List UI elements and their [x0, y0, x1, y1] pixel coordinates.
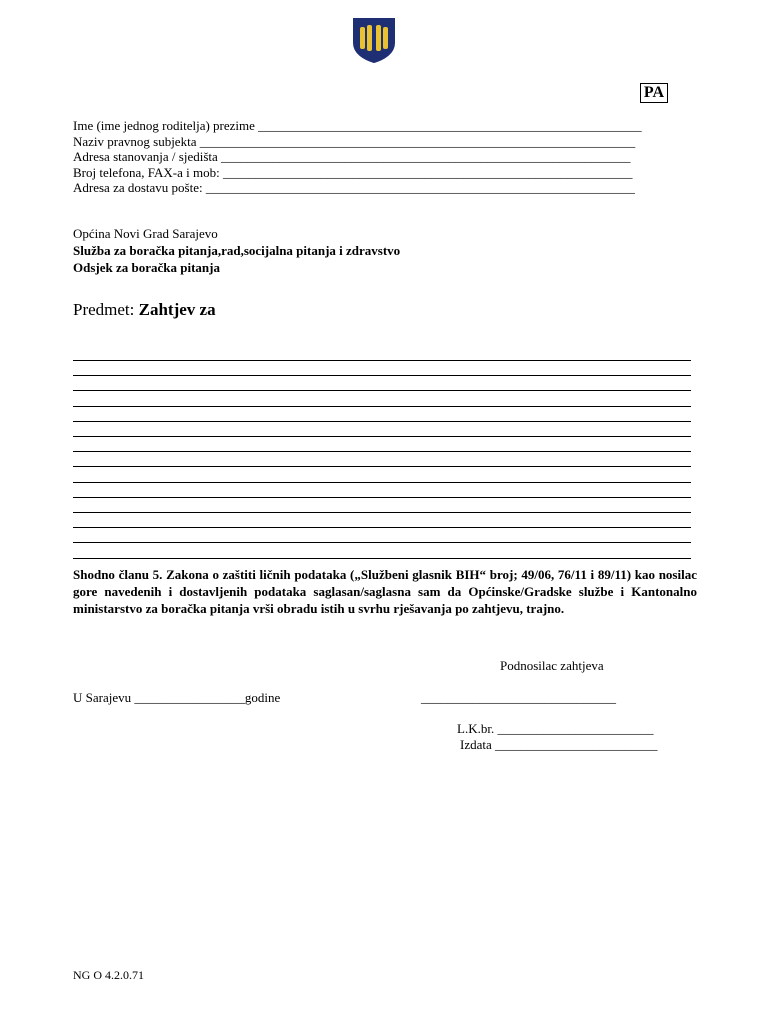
request-line[interactable]: [73, 512, 691, 513]
request-line[interactable]: [73, 360, 691, 361]
request-line[interactable]: [73, 542, 691, 543]
recipient-service: Služba za boračka pitanja,rad,socijalna pitanja i zdravstvo: [73, 243, 401, 258]
applicant-label: Podnosilac zahtjeva: [500, 658, 604, 673]
id-card-issued-field[interactable]: Izdata _________________________: [460, 737, 658, 752]
recipient-department: Odsjek za boračka pitanja: [73, 260, 220, 275]
request-line[interactable]: [73, 421, 691, 422]
request-line[interactable]: [73, 527, 691, 528]
subject-value: Zahtjev za: [138, 300, 216, 319]
request-line[interactable]: [73, 451, 691, 452]
subject-label: Predmet:: [73, 300, 135, 319]
recipient-municipality: Općina Novi Grad Sarajevo: [73, 226, 218, 241]
request-line[interactable]: [73, 436, 691, 437]
request-line[interactable]: [73, 558, 691, 559]
municipality-crest-icon: [352, 17, 396, 63]
request-line[interactable]: [73, 390, 691, 391]
request-line[interactable]: [73, 466, 691, 467]
applicant-name-field[interactable]: Ime (ime jednog roditelja) prezime ___________________________________________________________: [73, 118, 642, 133]
id-card-number-field[interactable]: L.K.br. ________________________: [457, 721, 654, 736]
subject-line: [73, 300, 216, 320]
form-code: NG O 4.2.0.71: [73, 968, 144, 982]
signature-line[interactable]: ______________________________: [421, 690, 616, 705]
place-date-field[interactable]: U Sarajevu _________________godine: [73, 690, 281, 705]
data-consent-statement: Shodno članu 5. Zakona o zaštiti ličnih podataka („Službeni glasnik BIH“ broj; 49/06, 76/11 i 89/11) kao nosilac gore navedenih i dostavljenih podataka saglasan/saglasna sam da Općinske/Gradske službe i Kantonalno ministarstvo za boračka pitanja vrši obradu istih u svrhu rješavanja po zahtjevu, trajno.: [73, 567, 697, 616]
request-line[interactable]: [73, 497, 691, 498]
legal-entity-field[interactable]: Naziv pravnog subjekta ___________________________________________________________________: [73, 134, 636, 149]
phone-fax-field[interactable]: Broj telefona, FAX-a i mob: _______________________________________________________________: [73, 165, 633, 180]
recipient-block: [73, 225, 400, 276]
residence-address-field[interactable]: Adresa stanovanja / sjedišta _______________________________________________________________: [73, 149, 631, 164]
request-line[interactable]: [73, 375, 691, 376]
form-type-badge: PA: [640, 83, 668, 103]
request-line[interactable]: [73, 406, 691, 407]
request-line[interactable]: [73, 482, 691, 483]
mailing-address-field[interactable]: Adresa za dostavu pošte: __________________________________________________________________: [73, 180, 635, 195]
